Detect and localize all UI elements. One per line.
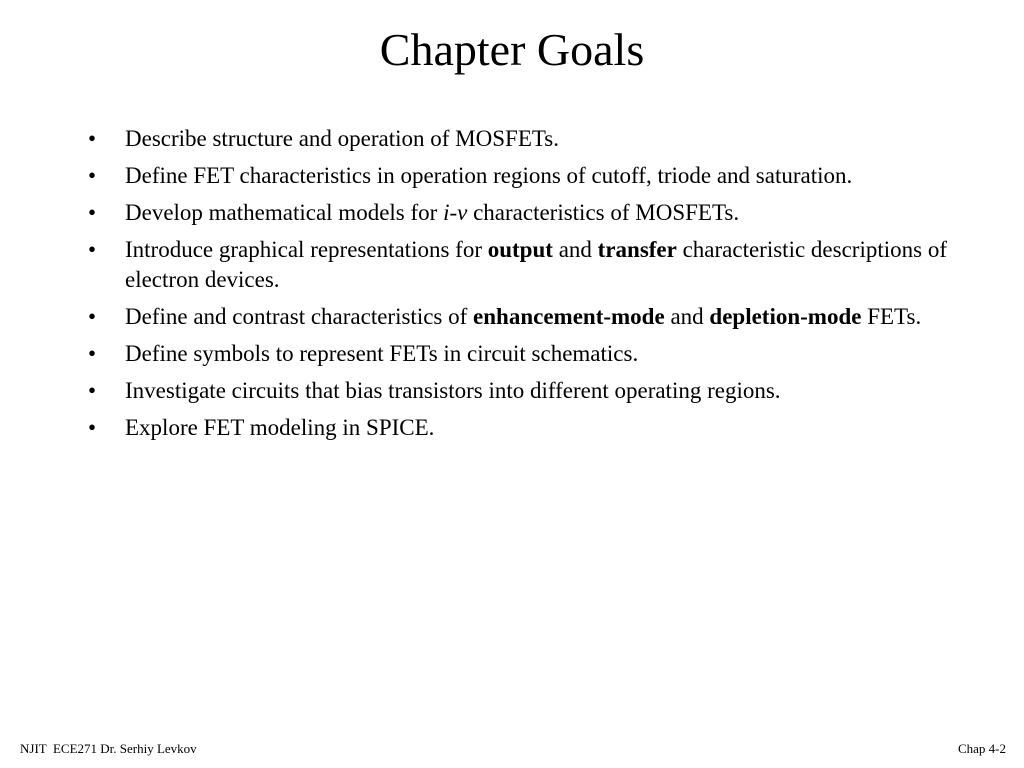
slide-title: Chapter Goals [379, 24, 645, 75]
bullet-icon: • [88, 163, 97, 188]
bullet-icon: • [88, 415, 97, 440]
bullet-text: Define symbols to represent FETs in circuit schematics. [125, 341, 639, 366]
bullet-text-segment: FETs. [861, 304, 922, 329]
bullet-icon: • [88, 200, 97, 225]
bullet-bold-term: transfer [597, 237, 677, 262]
list-item [88, 161, 958, 191]
list-item [88, 235, 958, 295]
bullet-bold-term: output [487, 237, 553, 262]
bullet-text-segment: Define and contrast characteristics of [125, 304, 474, 329]
footer-slide-number: Chap 4-2 [957, 741, 1006, 756]
bullet-icon: • [88, 126, 97, 151]
footer-course-info: NJIT ECE271 Dr. Serhiy Levkov [20, 741, 197, 756]
bullet-icon: • [88, 237, 97, 262]
list-item [88, 198, 958, 228]
bullet-text-segment: Develop mathematical models for [125, 200, 444, 225]
bullet-text-segment: characteristics of MOSFETs. [467, 200, 740, 225]
bullet-text-segment: and [552, 237, 598, 262]
bullet-icon: • [88, 378, 97, 403]
list-item [88, 124, 958, 154]
list-item [88, 339, 958, 369]
bullet-list [88, 124, 958, 450]
bullet-text: Describe structure and operation of MOSFETs. [125, 126, 560, 151]
bullet-text: Define FET characteristics in operation regions of cutoff, triode and saturation. [125, 163, 853, 188]
bullet-bold-term: depletion-mode [709, 304, 862, 329]
bullet-icon: • [88, 304, 97, 329]
bullet-text-segment: and [664, 304, 710, 329]
bullet-text-segment: Introduce graphical representations for [125, 237, 488, 262]
bullet-text: Explore FET modeling in SPICE. [125, 415, 435, 440]
list-item [88, 302, 958, 332]
bullet-text-segment: characteristic descriptions of electron devices. [125, 237, 947, 292]
bullet-italic-term: i-v [443, 200, 468, 225]
list-item [88, 376, 958, 406]
bullet-text: Investigate circuits that bias transistors into different operating regions. [125, 378, 781, 403]
list-item [88, 413, 958, 443]
bullet-bold-term: enhancement-mode [473, 304, 665, 329]
bullet-icon: • [88, 341, 97, 366]
